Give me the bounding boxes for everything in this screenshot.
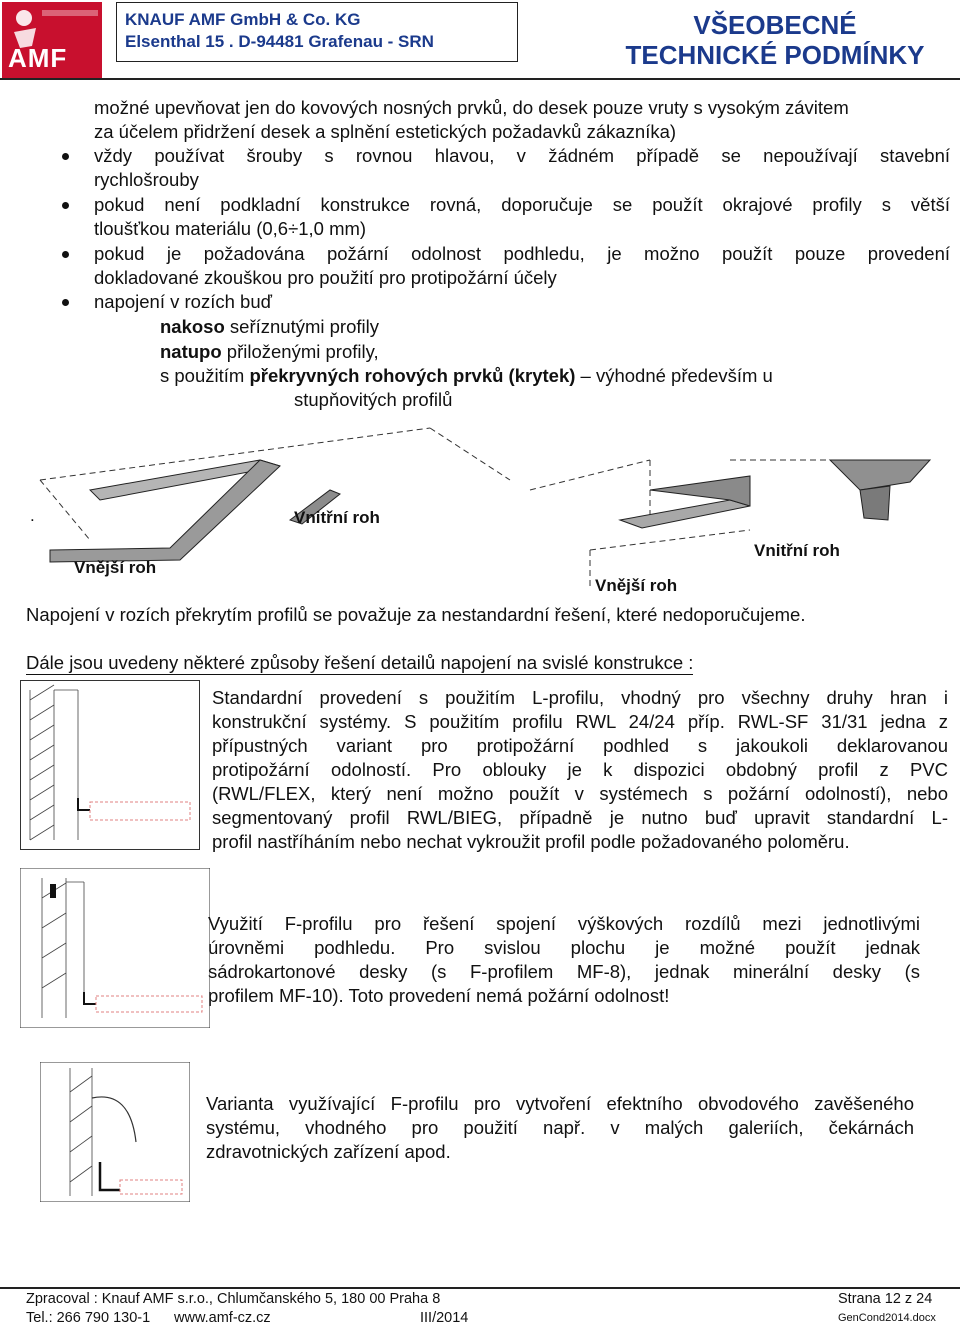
detail-1-text [212,686,948,854]
stray-dot: . [30,506,35,525]
nakoso-term: nakoso [160,316,225,337]
detail-3-line: zdravotnických zařízení apod. [206,1141,451,1162]
natupo-term: natupo [160,341,222,362]
detail-3-perimeter-drawing [40,1062,190,1202]
detail-1-line: (RWL/FLEX, který není možno použít v systémech s požární odolností), nebo [212,783,948,804]
bullet-2-line-1: pokud není podkladní konstrukce rovná, doporučuje se použít okrajové profily s větší [94,194,950,215]
label-outer-corner-2: Vnější roh [595,576,678,595]
logo-text: AMF [8,43,68,73]
detail-3-line: Varianta využívající F-profilu pro vytvoření efektního obvodového zavěšeného [206,1093,914,1114]
bullet-1-line-1: vždy používat šrouby s rovnou hlavou, v žádném případě se nepoužívají stavební [94,145,950,166]
footer-filename: GenCond2014.docx [838,1312,936,1324]
detail-1-line: protipožární odolností. Pro oblouky je k dispozici obdobný profil z PVC [212,759,948,780]
detail-1-line: přípustných variant pro protipožární podhled s jakoukoli deklarovanou [212,735,948,756]
detail-3-text [206,1092,914,1164]
footer-prepared-by: Zpracoval : Knauf AMF s.r.o., Chlumčanského 5, 180 00 Praha 8 [26,1291,441,1307]
corner-option-caps-line-2: stupňovitých profilů [294,389,453,410]
footer-divider [0,1287,960,1289]
title-line-2: TECHNICKÉ PODMÍNKY [625,40,925,70]
document-title [590,10,960,70]
detail-2-line: úrovněmi podhledu. Pro svislou plochu je možné použít jednak [208,937,920,958]
caps-rest: – výhodné především u [575,365,773,386]
company-box [116,2,518,62]
left-ceiling-outline [40,428,510,540]
detail-1-line: profil nastříháním nebo nechat vykroužit profil podle požadovaného poloměru. [212,831,850,852]
wall-hatch [30,685,78,840]
bullet-2-line-2: tloušťkou materiálu (0,6÷1,0 mm) [94,218,367,239]
bullet-4-line-1: napojení v rozích buď [94,291,272,312]
detail-2-f-profile-drawing [20,868,210,1028]
detail-3-line: systému, vhodného pro použití např. v malých galeriích, čekárnách [206,1117,914,1138]
title-line-1: VŠEOBECNÉ [693,10,857,40]
caps-pre: s použitím [160,365,250,386]
label-inner-corner-1: Vnitřní roh [294,508,380,527]
bullet-continuation-line-2: za účelem přidržení desek a splnění estetických požadavků zákazníka) [94,121,677,142]
bullet-continuation-line-1: možné upevňovat jen do kovových nosných prvků, do desek pouze vruty s vysokým závitem [94,97,849,118]
footer-phone: Tel.: 266 790 130-1 [26,1310,151,1326]
header-divider [0,78,960,80]
wall-hatch [42,878,84,1018]
company-logo [2,2,102,78]
corner-option-natupo [160,340,379,364]
nakoso-text: seříznutými profily [224,316,379,337]
detail-2-line: sádrokartonové desky (s F-profilem MF-8), jednak minerální desky (s [208,961,920,982]
bullet-dot [62,202,69,209]
label-outer-corner-1: Vnější roh [74,558,157,577]
bullet-3-line-2: dokladované zkouškou pro použití pro protipožární účely [94,267,557,288]
detail-2-text [208,912,920,1008]
caps-term: překryvných rohových prvků (krytek) [249,365,576,386]
detail-1-line: segmentovaný profil RWL/BIEG, případně je nutno buď upravit standardní L- [212,807,948,828]
label-inner-corner-2: Vnitřní roh [754,541,840,560]
wall-hatch [70,1068,92,1196]
detail-2-line: profilem MF-10). Toto provedení nemá požární odolnost! [208,985,670,1006]
details-intro: Dále jsou uvedeny některé způsoby řešení detailů napojení na svislé konstrukce : [26,652,694,673]
right-step-profile [620,460,930,528]
bullet-dot [62,251,69,258]
footer-website: www.amf-cz.cz [174,1310,271,1326]
detail-1-l-profile-drawing [20,680,200,850]
detail-2-line: Využití F-profilu pro řešení spojení výškových rozdílů mezi jednotlivými [208,913,920,934]
company-name: KNAUF AMF GmbH & Co. KG [125,10,361,29]
overlap-note: Napojení v rozích překrytím profilů se považuje za nestandardní řešení, které nedoporučujeme. [26,604,806,625]
corner-option-nakoso [160,315,379,339]
company-address: Elsenthal 15 . D-94481 Grafenau - SRN [125,32,434,51]
corner-joints-illustration [30,420,950,600]
footer-date: III/2014 [420,1310,469,1326]
detail-1-line: konstrukční systémy. S použitím profilu RWL 24/24 příp. RWL-SF 31/31 jedna z [212,711,948,732]
bullet-dot [62,153,69,160]
footer-page-number: Strana 12 z 24 [838,1291,933,1307]
bullet-dot [62,299,69,306]
natupo-text: přiloženými profily, [221,341,379,362]
bullet-3-line-1: pokud je požadována požární odolnost podhledu, je možno použít pouze provedení [94,243,950,264]
detail-1-line: Standardní provedení s použitím L-profilu, vhodný pro všechny druhy hran i [212,687,948,708]
bullet-1-line-2: rychlošrouby [94,169,199,190]
corner-option-caps [160,364,773,388]
